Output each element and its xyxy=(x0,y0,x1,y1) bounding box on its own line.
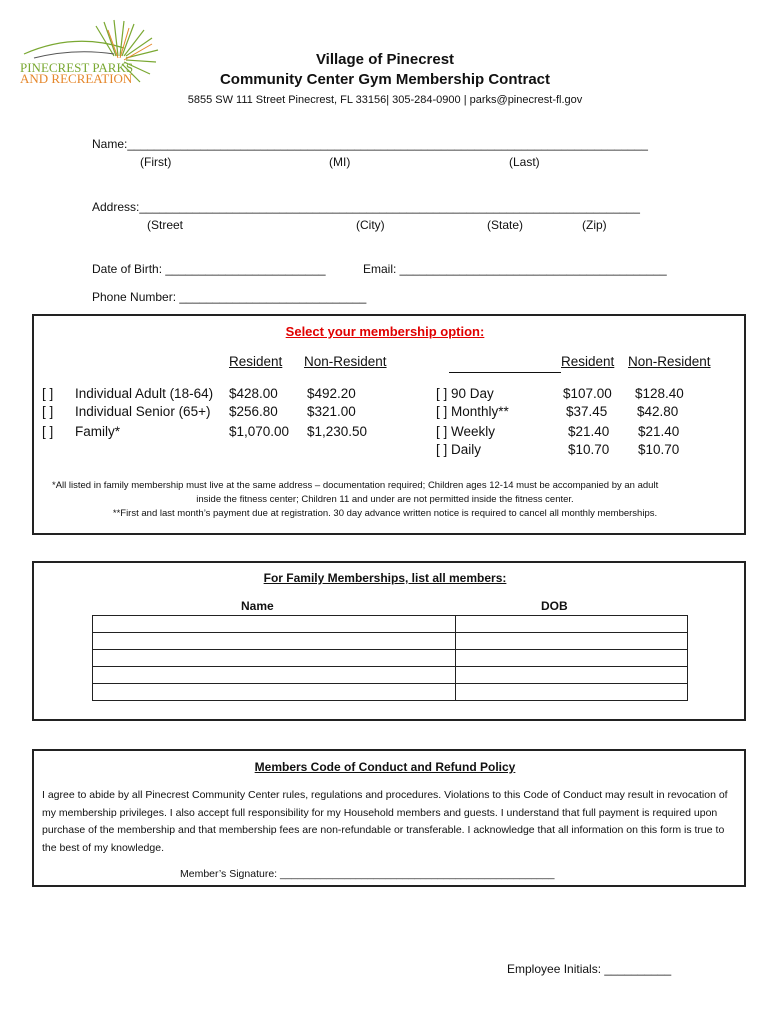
header-rule xyxy=(449,354,561,373)
col-resident-right: Resident xyxy=(561,354,615,369)
contact-line: 5855 SW 111 Street Pinecrest, FL 33156| 305-284-0900 | parks@pinecrest-fl.gov xyxy=(187,94,583,106)
dob-field[interactable]: Date of Birth: ________________________ xyxy=(92,262,326,276)
doc-title-2: Community Center Gym Membership Contract xyxy=(219,71,551,88)
zip-label: (Zip) xyxy=(582,218,607,232)
option-senior-label: Individual Senior (65+) xyxy=(75,404,211,419)
logo-line-2: AND RECREATION xyxy=(20,71,133,86)
col-resident-left: Resident xyxy=(229,354,283,369)
family-members-table xyxy=(92,615,688,701)
option-weekly[interactable]: [ ] Weekly xyxy=(436,424,496,439)
member-name-cell[interactable] xyxy=(93,667,456,684)
family-heading: For Family Memberships, list all members: xyxy=(263,571,507,585)
family-col-dob: DOB xyxy=(541,599,568,613)
option-family-checkbox[interactable]: [ ] xyxy=(42,424,54,439)
doc-title-1: Village of Pinecrest xyxy=(315,51,455,68)
family-note-2: inside the fitness center; Children 11 and under are not permitted inside the fitness center. xyxy=(196,494,574,505)
option-90day[interactable]: [ ] 90 Day xyxy=(436,386,494,401)
logo-line-1: PINECREST PARKS xyxy=(20,60,134,75)
option-senior-nonresident: $321.00 xyxy=(307,404,356,419)
option-adult-resident: $428.00 xyxy=(229,386,278,401)
option-family-resident: $1,070.00 xyxy=(229,424,290,439)
col-nonresident-right: Non-Resident xyxy=(628,354,711,369)
last-label: (Last) xyxy=(509,155,540,169)
phone-field[interactable]: Phone Number: ____________________________ xyxy=(92,290,367,304)
family-col-name: Name xyxy=(241,599,274,613)
option-monthly-nonresident: $42.80 xyxy=(637,404,679,419)
table-row xyxy=(93,633,688,650)
option-adult-checkbox[interactable]: [ ] xyxy=(42,386,54,401)
policy-heading: Members Code of Conduct and Refund Policy xyxy=(254,760,516,774)
state-label: (State) xyxy=(487,218,524,232)
member-dob-cell[interactable] xyxy=(456,667,688,684)
option-family-label: Family* xyxy=(75,424,121,439)
option-weekly-resident: $21.40 xyxy=(568,424,610,439)
member-signature-field[interactable]: Member’s Signature: _______________________________________________ xyxy=(180,868,555,880)
option-adult-nonresident: $492.20 xyxy=(307,386,356,401)
option-senior-resident: $256.80 xyxy=(229,404,278,419)
option-90day-resident: $107.00 xyxy=(563,386,612,401)
option-monthly[interactable]: [ ] Monthly** xyxy=(436,404,509,419)
member-name-cell[interactable] xyxy=(93,684,456,701)
city-label: (City) xyxy=(356,218,385,232)
option-daily-resident: $10.70 xyxy=(568,442,610,457)
street-label: (Street xyxy=(147,218,184,232)
table-row xyxy=(93,616,688,633)
employee-initials-field[interactable]: Employee Initials: __________ xyxy=(507,962,672,976)
member-dob-cell[interactable] xyxy=(456,684,688,701)
table-row xyxy=(93,684,688,701)
option-senior-checkbox[interactable]: [ ] xyxy=(42,404,54,419)
table-row xyxy=(93,650,688,667)
table-row xyxy=(93,667,688,684)
monthly-note: **First and last month’s payment due at registration. 30 day advance written notice is required to cancel all monthly memberships. xyxy=(112,508,658,519)
mi-label: (MI) xyxy=(329,155,351,169)
option-monthly-resident: $37.45 xyxy=(566,404,608,419)
option-weekly-nonresident: $21.40 xyxy=(638,424,680,439)
email-field[interactable]: Email: ________________________________________ xyxy=(363,262,667,276)
name-field[interactable]: Name:______________________________________________________________________________ xyxy=(92,137,648,151)
member-dob-cell[interactable] xyxy=(456,616,688,633)
option-daily-nonresident: $10.70 xyxy=(638,442,680,457)
option-family-nonresident: $1,230.50 xyxy=(307,424,368,439)
col-nonresident-left: Non-Resident xyxy=(304,354,387,369)
member-name-cell[interactable] xyxy=(93,650,456,667)
member-name-cell[interactable] xyxy=(93,633,456,650)
address-field[interactable]: Address:___________________________________________________________________________ xyxy=(92,200,640,214)
first-label: (First) xyxy=(140,155,172,169)
family-note-1: *All listed in family membership must live at the same address – documentation required; Children ages 12-14 must be accompanied by an adult xyxy=(52,480,659,491)
membership-heading: Select your membership option: xyxy=(285,324,485,339)
member-name-cell[interactable] xyxy=(93,616,456,633)
option-adult-label: Individual Adult (18-64) xyxy=(75,386,214,401)
option-90day-nonresident: $128.40 xyxy=(635,386,684,401)
member-dob-cell[interactable] xyxy=(456,633,688,650)
option-daily[interactable]: [ ] Daily xyxy=(436,442,482,457)
member-dob-cell[interactable] xyxy=(456,650,688,667)
policy-text: I agree to abide by all Pinecrest Community Center rules, regulations and procedures. Violations to this Code of Conduct may result in revocation of my membership privileges. I also accept full responsibility for my Household members and guests. I understand that full payment is required upon purchase of the membership and that membership fees are non-refundable or transferable. I acknowledge that all information on this form is true to the best of my knowledge. xyxy=(42,789,728,854)
